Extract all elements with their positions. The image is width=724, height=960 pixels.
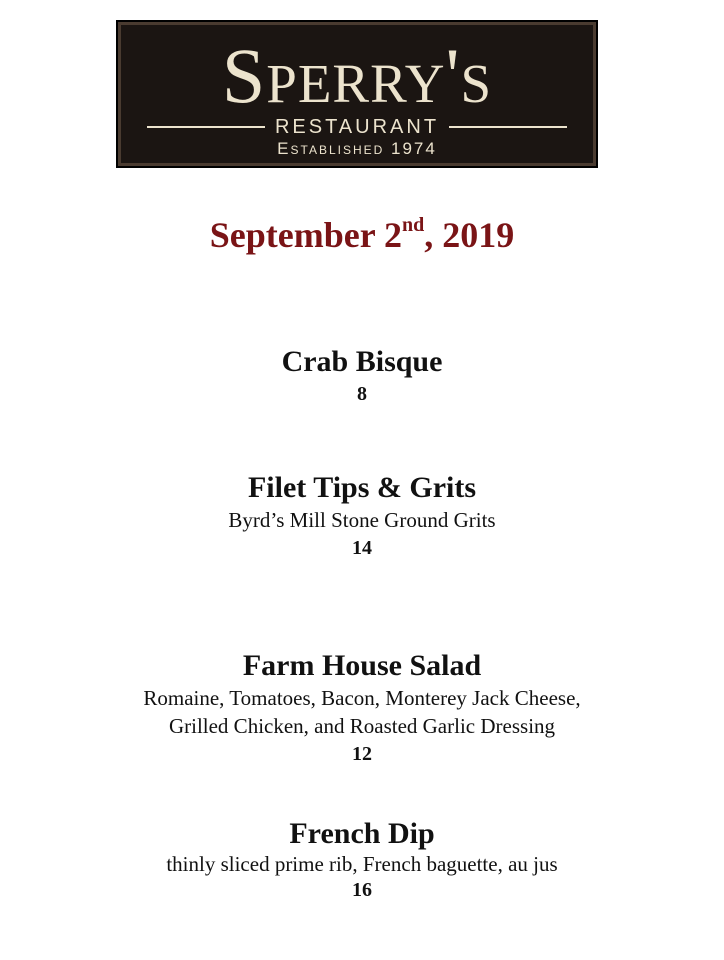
menu-item-name: Farm House Salad xyxy=(242,649,482,682)
logo-right-rule xyxy=(449,126,567,128)
logo-restaurant-name: Sperry's xyxy=(221,32,493,119)
menu-item-name: French Dip xyxy=(289,817,435,850)
menu-item-price: 14 xyxy=(352,537,372,559)
menu-item-price: 12 xyxy=(352,743,372,765)
menu-date-month-day: September 2 xyxy=(209,215,403,255)
menu-item-price: 8 xyxy=(357,383,367,405)
menu-item-description-line-2: Grilled Chicken, and Roasted Garlic Dressing xyxy=(168,714,556,738)
logo-subtitle: RESTAURANT xyxy=(274,115,440,138)
menu-item-crab-bisque xyxy=(0,344,724,408)
menu-item-price: 16 xyxy=(352,879,372,901)
restaurant-logo xyxy=(118,22,596,166)
menu-item-description-line-1: Romaine, Tomatoes, Bacon, Monterey Jack Cheese, xyxy=(143,686,581,710)
logo-left-rule xyxy=(147,126,265,128)
menu-item-description: Byrd’s Mill Stone Ground Grits xyxy=(228,508,496,532)
menu-item-name: Crab Bisque xyxy=(281,345,443,378)
menu-date xyxy=(0,214,724,256)
menu-date-ordinal: nd xyxy=(402,214,425,236)
logo-subtitle-row xyxy=(147,115,567,139)
menu-item-farm-house-salad xyxy=(0,648,724,768)
menu-item-description: thinly sliced prime rib, French baguette, au jus xyxy=(166,852,558,876)
menu-item-filet-tips xyxy=(0,470,724,562)
menu-item-french-dip xyxy=(0,816,724,904)
menu-item-name: Filet Tips & Grits xyxy=(247,471,477,504)
logo-established: Established 1974 xyxy=(277,139,437,158)
menu-date-year: , 2019 xyxy=(424,215,515,255)
